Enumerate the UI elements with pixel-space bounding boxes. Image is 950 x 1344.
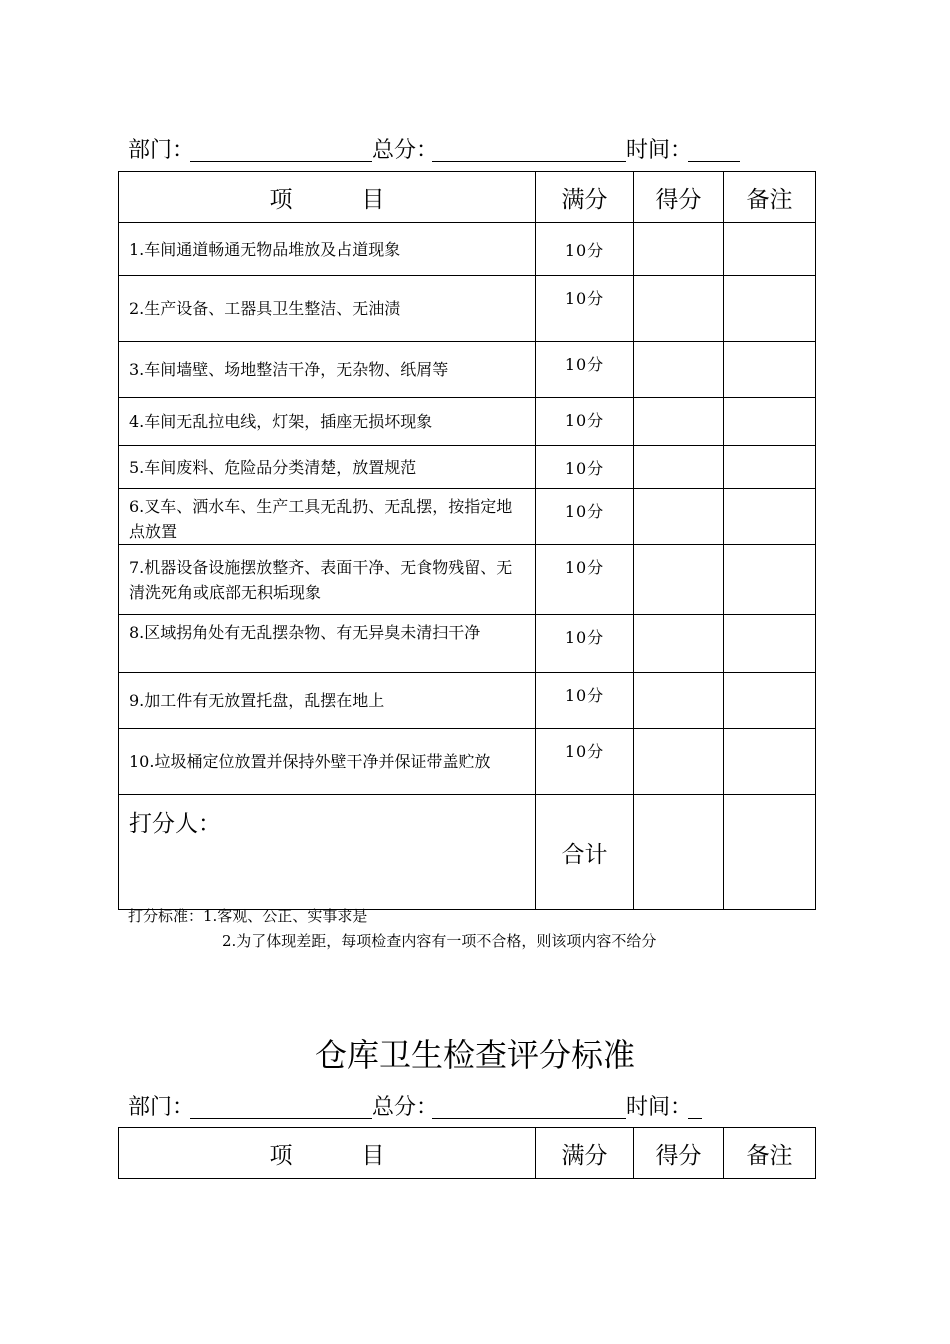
total-field[interactable] xyxy=(432,133,626,162)
score-cell[interactable] xyxy=(634,398,724,446)
item-text: 1.车间通道畅通无物品堆放及占道现象 xyxy=(119,223,536,276)
score-cell[interactable] xyxy=(634,223,724,276)
table-row xyxy=(119,223,816,276)
inspection-table xyxy=(118,171,816,910)
full-score: 10分 xyxy=(536,615,634,673)
table-row xyxy=(119,729,816,795)
score-cell[interactable] xyxy=(634,342,724,398)
full-score: 10分 xyxy=(536,489,634,545)
score-cell[interactable] xyxy=(634,615,724,673)
scorer-cell[interactable] xyxy=(119,795,536,910)
dept-label: 部门： xyxy=(128,1095,195,1120)
total-remark-cell[interactable] xyxy=(724,795,816,910)
total-score-cell[interactable] xyxy=(634,795,724,910)
score-cell[interactable] xyxy=(634,446,724,489)
table-row xyxy=(119,398,816,446)
time-field[interactable] xyxy=(688,133,740,162)
col-full-header: 满分 xyxy=(536,172,634,223)
remark-cell[interactable] xyxy=(724,673,816,729)
col-item-header: 项 目 xyxy=(119,172,536,223)
dept-field[interactable] xyxy=(190,133,372,162)
total-field[interactable] xyxy=(432,1090,626,1119)
item-text: 3.车间墙壁、场地整洁干净，无杂物、纸屑等 xyxy=(119,342,536,398)
full-score: 10分 xyxy=(536,276,634,342)
total-label: 总分： xyxy=(372,138,439,163)
remark-cell[interactable] xyxy=(724,276,816,342)
warehouse-table xyxy=(118,1127,816,1179)
col-full-header: 满分 xyxy=(536,1128,634,1179)
item-text: 2.生产设备、工器具卫生整洁、无油渍 xyxy=(119,276,536,342)
table-row xyxy=(119,673,816,729)
score-cell[interactable] xyxy=(634,729,724,795)
score-cell[interactable] xyxy=(634,673,724,729)
item-text: 8.区域拐角处有无乱摆杂物、有无异臭未清扫干净 xyxy=(119,615,536,673)
item-text: 9.加工件有无放置托盘，乱摆在地上 xyxy=(119,673,536,729)
dept-field[interactable] xyxy=(190,1090,372,1119)
criteria-line-1: 打分标准：1.客观、公正、实事求是 xyxy=(128,907,368,925)
col-remark-header: 备注 xyxy=(724,172,816,223)
col-item-header: 项 目 xyxy=(119,1128,536,1179)
remark-cell[interactable] xyxy=(724,342,816,398)
remark-cell[interactable] xyxy=(724,223,816,276)
score-cell[interactable] xyxy=(634,489,724,545)
dept-label: 部门： xyxy=(128,138,195,163)
item-text: 10.垃圾桶定位放置并保持外壁干净并保证带盖贮放 xyxy=(119,729,536,795)
table-row xyxy=(119,446,816,489)
item-text: 4.车间无乱拉电线，灯架，插座无损坏现象 xyxy=(119,398,536,446)
item-text: 5.车间废料、危险品分类清楚，放置规范 xyxy=(119,446,536,489)
table-header-row xyxy=(119,172,816,223)
remark-cell[interactable] xyxy=(724,398,816,446)
table-footer-row xyxy=(119,795,816,910)
remark-cell[interactable] xyxy=(724,615,816,673)
full-score: 10分 xyxy=(536,729,634,795)
time-label: 时间： xyxy=(626,1095,693,1120)
remark-cell[interactable] xyxy=(724,545,816,615)
table-row xyxy=(119,489,816,545)
form2-header xyxy=(128,1090,748,1120)
col-score-header: 得分 xyxy=(634,1128,724,1179)
remark-cell[interactable] xyxy=(724,729,816,795)
item-text: 7.机器设备设施摆放整齐、表面干净、无食物残留、无清洗死角或底部无积垢现象 xyxy=(119,545,536,615)
item-text: 6.叉车、洒水车、生产工具无乱扔、无乱摆，按指定地点放置 xyxy=(119,489,536,545)
remark-cell[interactable] xyxy=(724,489,816,545)
remark-cell[interactable] xyxy=(724,446,816,489)
time-field[interactable] xyxy=(688,1090,702,1119)
criteria-line-2: 2.为了体现差距，每项检查内容有一项不合格，则该项内容不给分 xyxy=(222,932,657,950)
score-cell[interactable] xyxy=(634,545,724,615)
total-label-cell: 合计 xyxy=(536,795,634,910)
full-score: 10分 xyxy=(536,545,634,615)
table-row xyxy=(119,342,816,398)
time-label: 时间： xyxy=(626,138,693,163)
table-row xyxy=(119,276,816,342)
score-cell[interactable] xyxy=(634,276,724,342)
table-row xyxy=(119,545,816,615)
scorer-label: 打分人： xyxy=(129,811,221,837)
col-remark-header: 备注 xyxy=(724,1128,816,1179)
col-score-header: 得分 xyxy=(634,172,724,223)
full-score: 10分 xyxy=(536,446,634,489)
full-score: 10分 xyxy=(536,398,634,446)
full-score: 10分 xyxy=(536,673,634,729)
full-score: 10分 xyxy=(536,342,634,398)
total-label: 总分： xyxy=(372,1095,439,1120)
table-row xyxy=(119,615,816,673)
table-header-row xyxy=(119,1128,816,1179)
full-score: 10分 xyxy=(536,223,634,276)
form1-header xyxy=(128,133,748,163)
form2-title: 仓库卫生检查评分标准 xyxy=(314,1036,635,1074)
